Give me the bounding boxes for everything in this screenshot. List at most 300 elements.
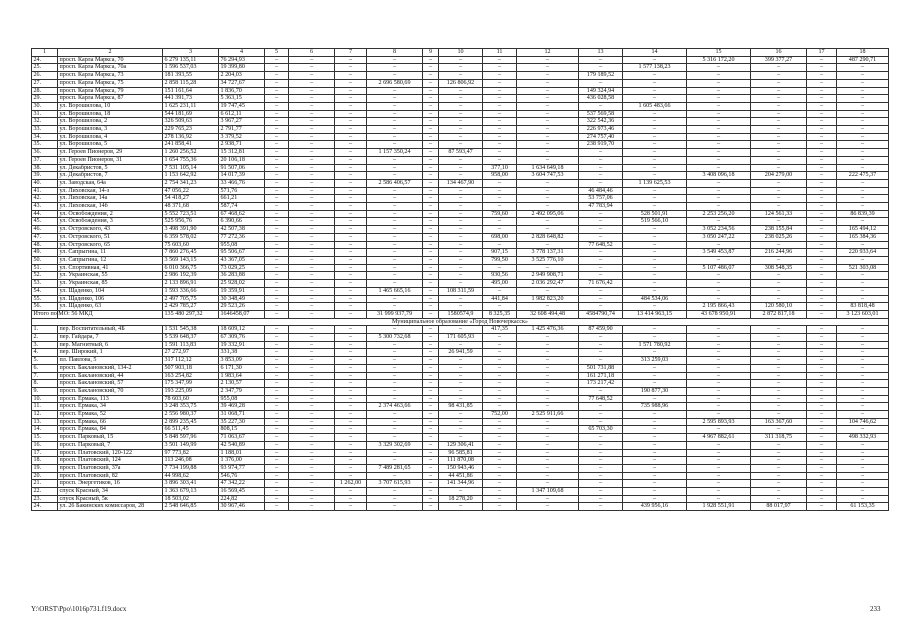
table-cell: – [687, 449, 751, 457]
table-cell: 12. [32, 411, 58, 419]
table-cell: – [807, 172, 837, 180]
table-cell: – [687, 156, 751, 164]
table-cell: 3 967,27 [219, 118, 265, 126]
table-cell: – [807, 426, 837, 434]
table-cell: 96 585,81 [439, 449, 483, 457]
table-cell: 308 548,35 [751, 264, 807, 272]
table-row [32, 349, 889, 357]
page-number: 233 [870, 605, 881, 613]
table-cell: – [439, 426, 483, 434]
table-cell: 31. [32, 110, 58, 118]
table-cell: – [335, 126, 367, 134]
table-cell: – [265, 210, 289, 218]
table-cell: 2 986 192,39 [163, 272, 219, 280]
table-cell: 22. [32, 488, 58, 496]
table-cell: 35 227,30 [219, 418, 265, 426]
table-cell: – [579, 226, 623, 234]
table-cell: 83 818,48 [837, 303, 889, 311]
table-cell: – [751, 403, 807, 411]
table-cell: 91 507,06 [219, 164, 265, 172]
table-cell: 18 [837, 49, 889, 57]
table-cell: – [751, 72, 807, 80]
table-cell: 86 839,39 [837, 210, 889, 218]
table-cell: – [623, 364, 687, 372]
table-cell: – [335, 341, 367, 349]
table-cell: пер. Широкий, 1 [58, 349, 163, 357]
table-cell: – [687, 203, 751, 211]
table-cell: 238 025,26 [751, 233, 807, 241]
table-cell: – [265, 441, 289, 449]
table-row [32, 488, 889, 496]
table-cell: 87 593,47 [439, 149, 483, 157]
table-cell: – [265, 102, 289, 110]
table-cell: – [439, 118, 483, 126]
table-cell: – [517, 441, 579, 449]
table-cell: – [423, 110, 439, 118]
table-cell: – [423, 249, 439, 257]
table-cell: – [335, 72, 367, 80]
table-cell: – [439, 503, 483, 511]
table-cell: – [439, 280, 483, 288]
table-cell: 2 791,77 [219, 126, 265, 134]
table-cell: – [687, 326, 751, 334]
table-cell: – [807, 503, 837, 511]
table-cell: – [483, 488, 517, 496]
table-cell: – [807, 303, 837, 311]
table-cell: 7. [32, 372, 58, 380]
table-cell: – [439, 303, 483, 311]
table-cell: – [289, 218, 335, 226]
table-cell: 441,84 [483, 295, 517, 303]
table-cell: – [265, 179, 289, 187]
table-cell: – [335, 387, 367, 395]
table-cell: – [265, 233, 289, 241]
table-cell: – [265, 156, 289, 164]
table-cell: – [837, 187, 889, 195]
table-cell: 3 052 234,56 [687, 226, 751, 234]
table-cell: – [483, 133, 517, 141]
table-cell: 33 466,76 [219, 179, 265, 187]
table-cell: – [807, 56, 837, 64]
table-cell: – [289, 349, 335, 357]
table-cell: – [483, 149, 517, 157]
table-cell: – [439, 488, 483, 496]
table-cell: 41. [32, 187, 58, 195]
table-cell: 2 374 463,66 [367, 403, 423, 411]
table-cell: – [423, 341, 439, 349]
table-cell: – [751, 426, 807, 434]
table-cell: – [623, 287, 687, 295]
table-cell: – [289, 488, 335, 496]
table-cell: – [367, 72, 423, 80]
table-cell: 5 363,15 [219, 95, 265, 103]
table-cell: – [483, 341, 517, 349]
table-cell: 2 195 866,43 [687, 303, 751, 311]
table-cell: просп. Баклановский, 70 [58, 387, 163, 395]
table-cell: – [837, 64, 889, 72]
table-cell: – [579, 172, 623, 180]
table-cell: – [751, 156, 807, 164]
table-cell: – [837, 387, 889, 395]
table-cell: – [807, 495, 837, 503]
table-cell: – [483, 349, 517, 357]
table-cell: ул. Щаденко, 106 [58, 295, 163, 303]
table-cell: – [837, 156, 889, 164]
table-cell: 37. [32, 156, 58, 164]
table-cell: 759,60 [483, 210, 517, 218]
table-cell: 224,82 [219, 495, 265, 503]
table-cell: – [439, 187, 483, 195]
table-cell: 13. [32, 418, 58, 426]
table-cell: просп. Платовский, 120-122 [58, 449, 163, 457]
table-cell: – [807, 387, 837, 395]
table-row [32, 457, 889, 465]
table-cell: – [579, 441, 623, 449]
section-title: Муниципальное образование «Город Новочеркасск» [32, 318, 889, 326]
table-cell: – [367, 203, 423, 211]
table-cell: 322 542,36 [579, 118, 623, 126]
table-cell: 9. [32, 387, 58, 395]
table-cell: – [517, 64, 579, 72]
table-cell: – [483, 503, 517, 511]
table-cell: – [335, 457, 367, 465]
table-cell: – [367, 357, 423, 365]
table-cell: – [289, 495, 335, 503]
table-cell: – [289, 195, 335, 203]
table-cell: 11. [32, 403, 58, 411]
table-cell: – [517, 334, 579, 342]
table-cell: – [837, 480, 889, 488]
table-cell: – [517, 495, 579, 503]
table-cell: – [335, 241, 367, 249]
table-row [32, 110, 889, 118]
table-cell: – [837, 272, 889, 280]
table-cell: 54 418,27 [163, 195, 219, 203]
table-cell: – [289, 141, 335, 149]
table-cell: – [623, 449, 687, 457]
table-cell: 220 933,64 [837, 249, 889, 257]
table-cell: – [265, 141, 289, 149]
table-cell: 238 155,84 [751, 226, 807, 234]
table-cell: 31 999 937,79 [367, 310, 423, 318]
table-cell: 28. [32, 87, 58, 95]
table-cell: просп. Карла Маркса, 75 [58, 79, 163, 87]
table-cell: – [265, 149, 289, 157]
table-cell: – [623, 426, 687, 434]
table-cell: – [807, 249, 837, 257]
table-cell: 2 696 580,69 [367, 79, 423, 87]
table-cell: просп. Ермака, 84 [58, 426, 163, 434]
table-cell: – [517, 218, 579, 226]
table-cell: – [579, 357, 623, 365]
table-cell: 5 [265, 49, 289, 57]
table-cell: – [423, 164, 439, 172]
table-cell: 439 956,16 [623, 503, 687, 511]
table-cell: – [423, 56, 439, 64]
table-cell: – [289, 249, 335, 257]
table-cell: – [517, 87, 579, 95]
table-cell: – [367, 110, 423, 118]
table-cell: – [483, 372, 517, 380]
table-cell: – [335, 495, 367, 503]
table-cell: – [439, 110, 483, 118]
table-cell: – [687, 334, 751, 342]
table-cell: – [623, 480, 687, 488]
table-cell: – [807, 195, 837, 203]
table-row [32, 195, 889, 203]
table-cell: 15 312,81 [219, 149, 265, 157]
table-cell: 2 036 292,47 [517, 280, 579, 288]
table-cell: 1 153 642,92 [163, 172, 219, 180]
table-cell: 78 603,60 [163, 395, 219, 403]
table-cell: – [335, 179, 367, 187]
table-cell: 173 217,42 [579, 380, 623, 388]
table-cell: – [265, 495, 289, 503]
table-cell: – [423, 118, 439, 126]
table-cell: – [367, 156, 423, 164]
table-cell: 42 540,89 [219, 441, 265, 449]
table-cell: – [623, 441, 687, 449]
table-cell: – [439, 357, 483, 365]
table-cell: – [423, 179, 439, 187]
table-cell: – [289, 56, 335, 64]
table-cell: – [517, 434, 579, 442]
table-cell: – [367, 503, 423, 511]
table-cell: – [335, 233, 367, 241]
table-cell: – [289, 256, 335, 264]
table-cell: 6 279 135,11 [163, 56, 219, 64]
table-cell: – [483, 403, 517, 411]
table-cell: – [289, 387, 335, 395]
table-cell: 65 703,30 [579, 426, 623, 434]
table-cell: – [367, 280, 423, 288]
table-row [32, 256, 889, 264]
table-cell: 528 501,91 [623, 210, 687, 218]
table-cell: – [423, 64, 439, 72]
table-row [32, 218, 889, 226]
table-cell: – [751, 334, 807, 342]
table-cell: 1 260 256,52 [163, 149, 219, 157]
table-cell: 71 676,42 [579, 280, 623, 288]
table-cell: 661,21 [219, 195, 265, 203]
table-cell: – [289, 418, 335, 426]
table-cell: – [265, 488, 289, 496]
table-cell: – [289, 310, 335, 318]
table-cell: – [439, 341, 483, 349]
table-cell: 2. [32, 334, 58, 342]
table-cell: – [579, 256, 623, 264]
table-row [32, 441, 889, 449]
table-cell: – [807, 102, 837, 110]
table-row [32, 187, 889, 195]
table-row [32, 326, 889, 334]
table-cell: – [265, 287, 289, 295]
table-cell: – [483, 264, 517, 272]
table-cell: – [623, 372, 687, 380]
table-cell: – [367, 472, 423, 480]
table-cell: – [439, 156, 483, 164]
table-cell: – [423, 172, 439, 180]
table-cell: 1 605 483,66 [623, 102, 687, 110]
table-cell: – [623, 249, 687, 257]
table-cell: 2 754 341,23 [163, 179, 219, 187]
table-cell: – [439, 72, 483, 80]
table-cell: – [367, 380, 423, 388]
table-cell: – [483, 441, 517, 449]
table-cell: – [751, 457, 807, 465]
table-cell: – [335, 203, 367, 211]
table-cell: – [517, 195, 579, 203]
table-cell: – [623, 118, 687, 126]
table-cell: – [623, 203, 687, 211]
table-cell: – [751, 95, 807, 103]
table-cell: – [579, 464, 623, 472]
table-cell: – [517, 118, 579, 126]
table-cell: – [751, 149, 807, 157]
table-cell: 30 967,46 [219, 503, 265, 511]
table-cell: – [483, 95, 517, 103]
table-cell: – [335, 434, 367, 442]
table-cell: 9 [423, 49, 439, 57]
table-cell: 87 459,90 [579, 326, 623, 334]
table-cell: спуск Красный, 34 [58, 488, 163, 496]
table-cell: 16 [751, 49, 807, 57]
table-cell: – [517, 387, 579, 395]
table-cell: 317 112,12 [163, 357, 219, 365]
table-cell: – [517, 241, 579, 249]
table-cell: – [289, 326, 335, 334]
table-cell: 20. [32, 472, 58, 480]
table-cell: 43. [32, 203, 58, 211]
table-cell: просп. Карла Маркса, 73 [58, 72, 163, 80]
table-cell: просп. Платовский, 82 [58, 472, 163, 480]
table-cell: 7 860 276,45 [163, 249, 219, 257]
table-cell: – [751, 195, 807, 203]
table-cell: – [289, 79, 335, 87]
table-cell: 331,38 [219, 349, 265, 357]
table-cell: – [367, 249, 423, 257]
table-cell: 6 171,30 [219, 364, 265, 372]
table-cell: 26. [32, 72, 58, 80]
table-cell: 35. [32, 141, 58, 149]
table-cell: – [579, 480, 623, 488]
table-cell: – [265, 457, 289, 465]
table-row [32, 341, 889, 349]
table-row [32, 387, 889, 395]
table-cell: – [579, 495, 623, 503]
table-cell: – [807, 110, 837, 118]
table-cell: – [439, 95, 483, 103]
table-cell: – [579, 79, 623, 87]
table-cell: – [807, 164, 837, 172]
table-cell: – [807, 149, 837, 157]
table-cell: 19 399,80 [219, 64, 265, 72]
table-cell: – [517, 372, 579, 380]
table-cell: – [289, 133, 335, 141]
table-cell: – [483, 141, 517, 149]
table-cell: ул. Украинская, 55 [58, 272, 163, 280]
table-cell: – [483, 87, 517, 95]
table-cell: 1 593 336,66 [163, 287, 219, 295]
table-cell: – [807, 464, 837, 472]
table-cell: 43 367,05 [219, 256, 265, 264]
table-cell: – [265, 403, 289, 411]
table-cell: – [423, 334, 439, 342]
table-cell: – [579, 56, 623, 64]
table-cell: – [751, 326, 807, 334]
table-cell: – [623, 326, 687, 334]
table-cell: 50. [32, 256, 58, 264]
table-cell: – [687, 64, 751, 72]
table-cell: 44 451,86 [439, 472, 483, 480]
table-cell: – [367, 133, 423, 141]
table-cell: просп. Ермака, 113 [58, 395, 163, 403]
table-cell: – [265, 164, 289, 172]
table-cell: 76 294,93 [219, 56, 265, 64]
table-row [32, 495, 889, 503]
table-cell: – [483, 457, 517, 465]
table-cell: просп. Ермака, 66 [58, 418, 163, 426]
table-cell: – [623, 349, 687, 357]
table-cell: 2 938,71 [219, 141, 265, 149]
table-cell: – [517, 418, 579, 426]
table-cell: 48. [32, 241, 58, 249]
table-cell: ул. Островского, 51 [58, 233, 163, 241]
table-cell: 19. [32, 464, 58, 472]
table-cell: – [807, 326, 837, 334]
table-cell: – [517, 357, 579, 365]
table-cell: – [289, 64, 335, 72]
table-cell: – [751, 449, 807, 457]
table-cell: – [751, 110, 807, 118]
table-cell: – [517, 156, 579, 164]
table-cell: 73 029,25 [219, 264, 265, 272]
table-row [32, 334, 889, 342]
table-cell: – [367, 411, 423, 419]
table-cell: 163 254,82 [163, 372, 219, 380]
table-cell: – [837, 126, 889, 134]
table-cell: 1 928 551,91 [687, 503, 751, 511]
table-cell: – [623, 172, 687, 180]
table-cell: – [289, 395, 335, 403]
table-cell: пер. Гайдара, 7 [58, 334, 163, 342]
table-cell: – [751, 464, 807, 472]
table-cell: – [289, 434, 335, 442]
table-cell: – [265, 187, 289, 195]
table-cell: – [837, 118, 889, 126]
table-cell: 42 507,38 [219, 226, 265, 234]
table-cell: – [423, 102, 439, 110]
table-cell: – [423, 480, 439, 488]
table-cell: – [751, 411, 807, 419]
table-cell: 417,35 [483, 326, 517, 334]
table-cell: – [623, 272, 687, 280]
table-cell: 2 949 908,71 [517, 272, 579, 280]
table-cell: – [807, 156, 837, 164]
table-cell: – [265, 195, 289, 203]
table-cell: 521 303,08 [837, 264, 889, 272]
table-cell: 241 858,41 [163, 141, 219, 149]
table-cell: – [483, 126, 517, 134]
table-cell: просп. Карла Маркса, 70 [58, 56, 163, 64]
table-cell: – [579, 149, 623, 157]
table-cell: – [335, 287, 367, 295]
table-cell: – [807, 341, 837, 349]
table-cell: – [367, 102, 423, 110]
table-cell: 49. [32, 249, 58, 257]
table-cell: – [335, 64, 367, 72]
table-cell: ул. Островского, 65 [58, 241, 163, 249]
